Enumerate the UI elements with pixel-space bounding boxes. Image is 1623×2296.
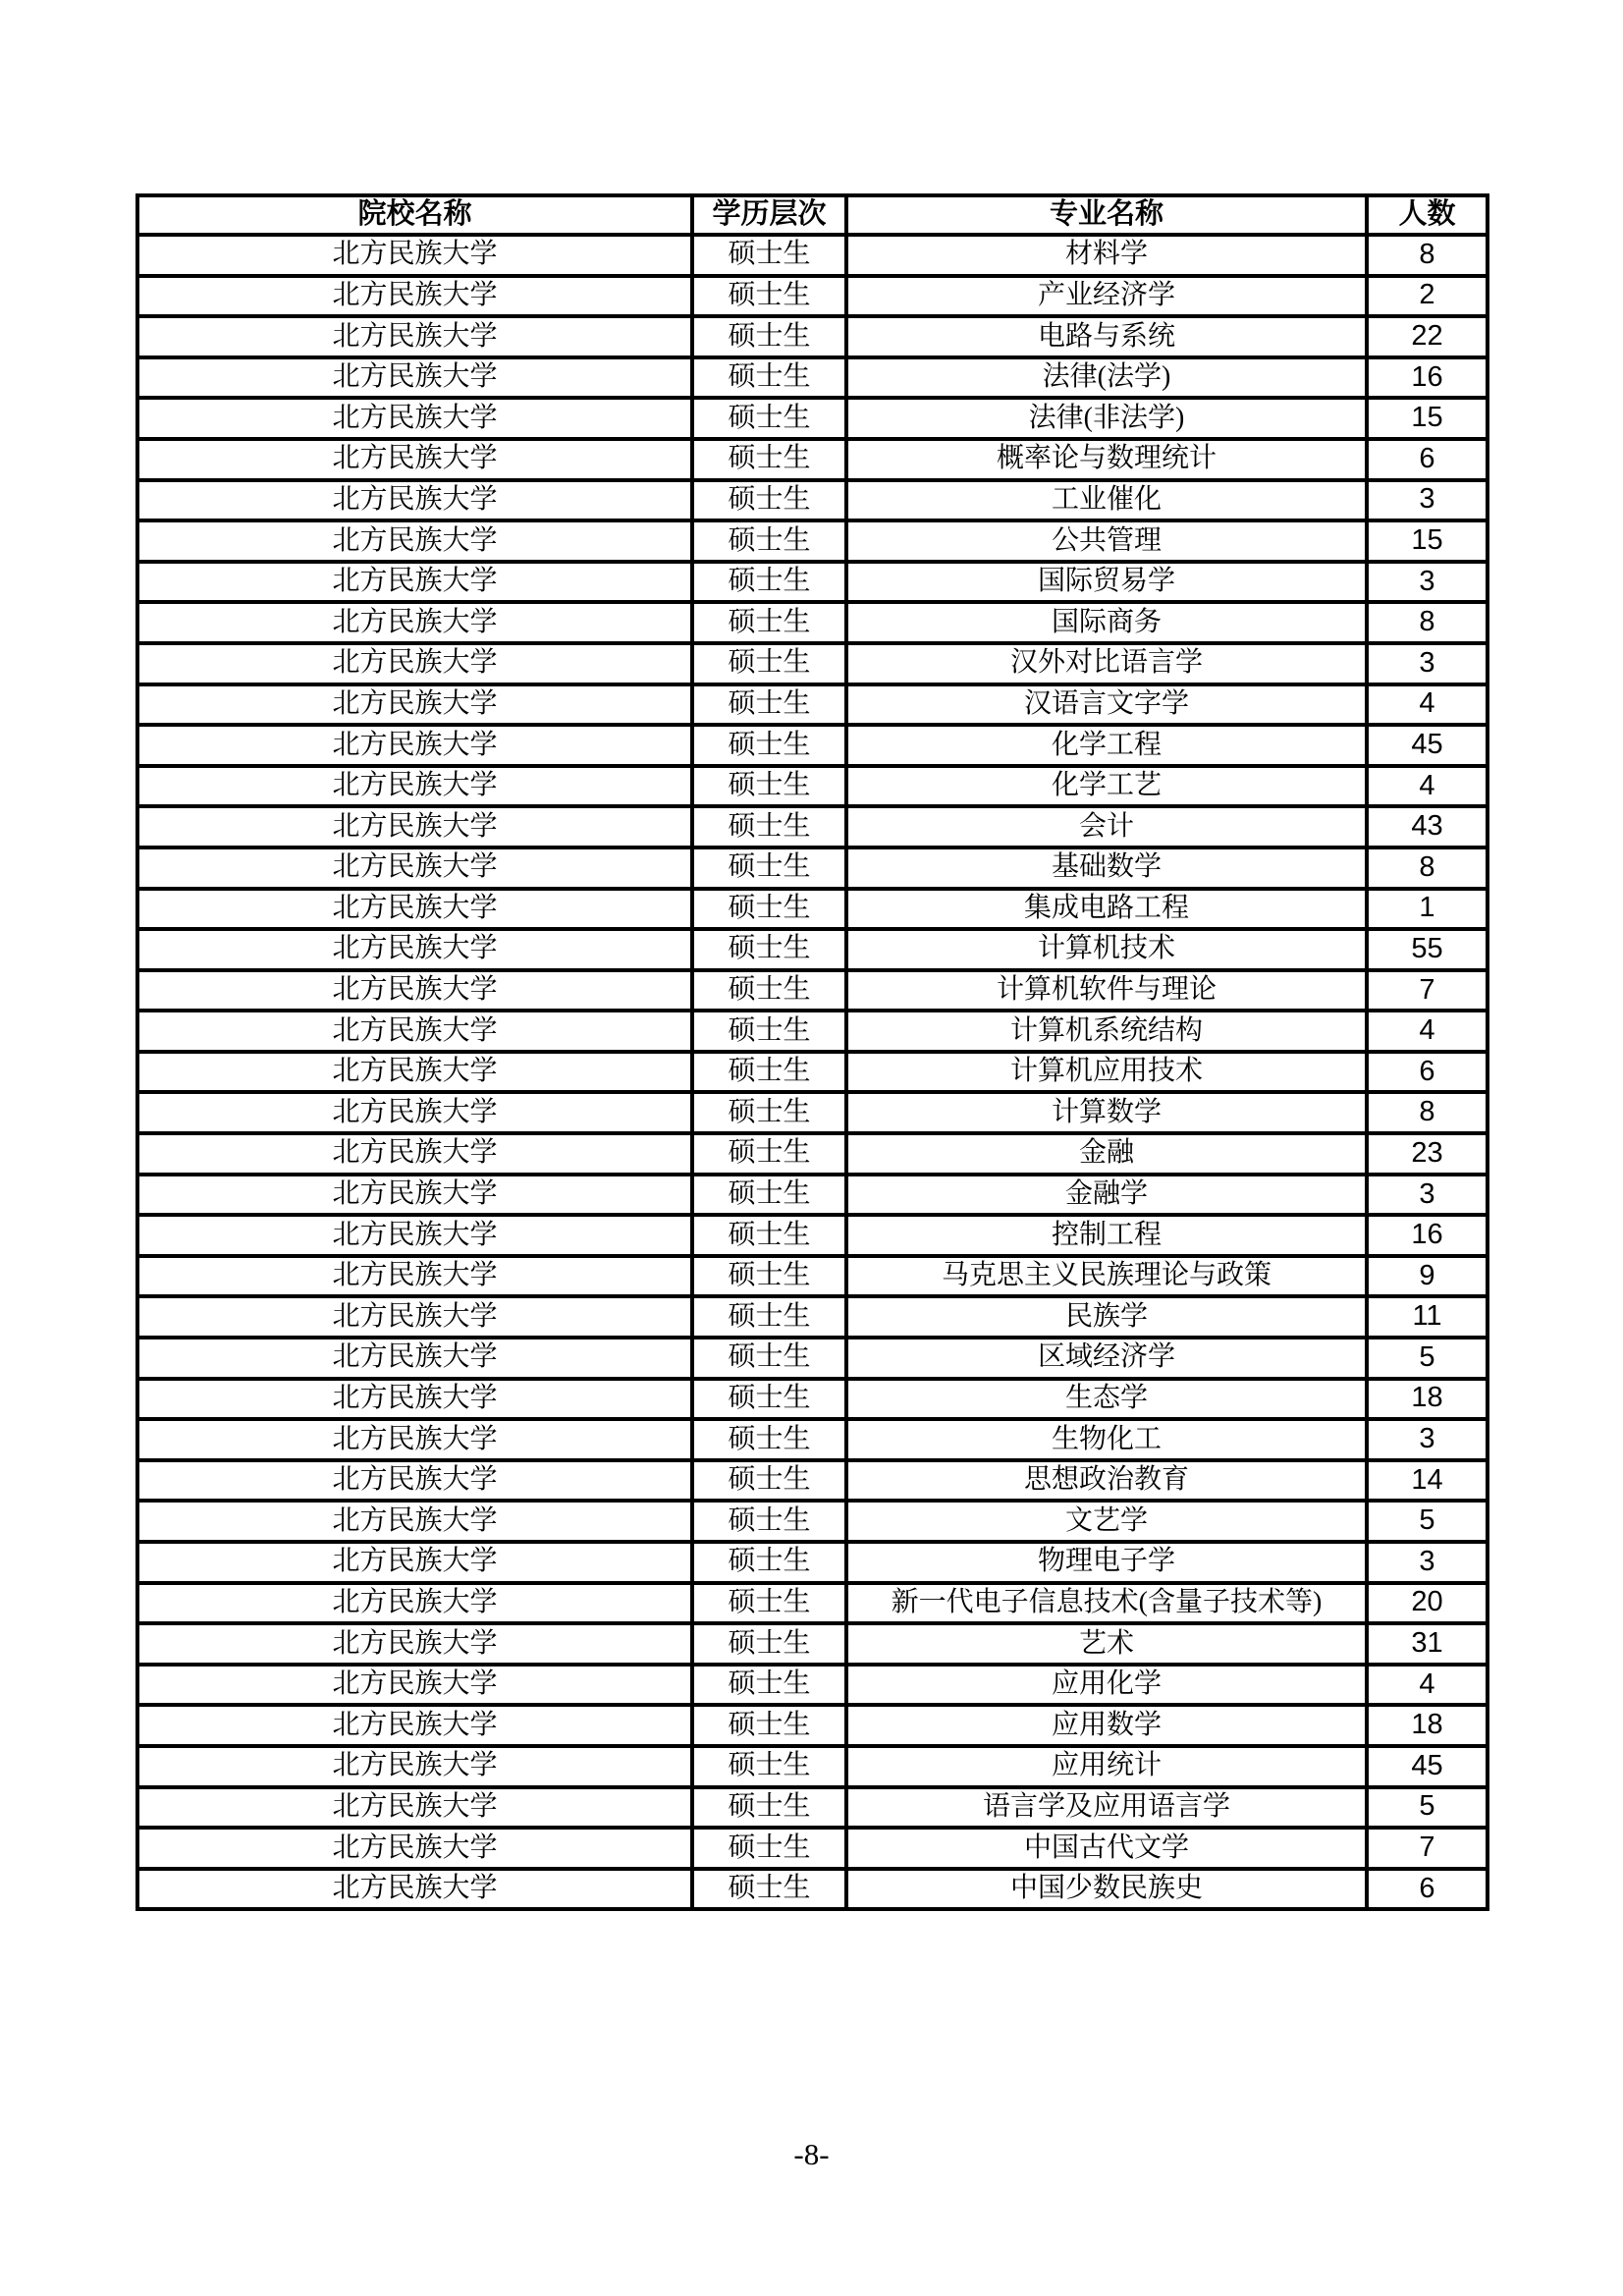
level-cell: 硕士生 <box>692 1052 846 1093</box>
institution-cell: 北方民族大学 <box>137 1623 692 1665</box>
count-cell: 4 <box>1367 1011 1488 1052</box>
count-cell: 3 <box>1367 1175 1488 1216</box>
major-cell: 法律(非法学) <box>846 398 1367 439</box>
institution-cell: 北方民族大学 <box>137 1746 692 1787</box>
count-cell: 16 <box>1367 1215 1488 1256</box>
level-cell: 硕士生 <box>692 1869 846 1910</box>
table-row <box>137 1542 1488 1583</box>
table-row <box>137 1215 1488 1256</box>
count-cell: 8 <box>1367 1092 1488 1133</box>
level-cell: 硕士生 <box>692 520 846 562</box>
header-major-name: 专业名称 <box>846 195 1367 235</box>
count-cell: 2 <box>1367 276 1488 317</box>
count-cell: 43 <box>1367 806 1488 847</box>
count-cell: 8 <box>1367 602 1488 643</box>
major-cell: 物理电子学 <box>846 1542 1367 1583</box>
institution-cell: 北方民族大学 <box>137 1869 692 1910</box>
level-cell: 硕士生 <box>692 1133 846 1175</box>
table-row <box>137 1869 1488 1910</box>
institution-cell: 北方民族大学 <box>137 1787 692 1829</box>
major-cell: 文艺学 <box>846 1501 1367 1542</box>
major-cell: 马克思主义民族理论与政策 <box>846 1256 1367 1297</box>
count-cell: 8 <box>1367 235 1488 276</box>
institution-cell: 北方民族大学 <box>137 520 692 562</box>
major-cell: 概率论与数理统计 <box>846 439 1367 480</box>
count-cell: 6 <box>1367 1052 1488 1093</box>
level-cell: 硕士生 <box>692 1338 846 1379</box>
level-cell: 硕士生 <box>692 847 846 889</box>
institution-cell: 北方民族大学 <box>137 1828 692 1869</box>
major-cell: 应用化学 <box>846 1665 1367 1706</box>
level-cell: 硕士生 <box>692 970 846 1011</box>
table-row <box>137 806 1488 847</box>
institution-cell: 北方民族大学 <box>137 1705 692 1746</box>
count-cell: 11 <box>1367 1296 1488 1338</box>
level-cell: 硕士生 <box>692 1379 846 1420</box>
table-row <box>137 725 1488 766</box>
table-row <box>137 1052 1488 1093</box>
institution-cell: 北方民族大学 <box>137 929 692 970</box>
count-cell: 4 <box>1367 1665 1488 1706</box>
table-row <box>137 1705 1488 1746</box>
institution-cell: 北方民族大学 <box>137 1542 692 1583</box>
table-row <box>137 1501 1488 1542</box>
institution-cell: 北方民族大学 <box>137 725 692 766</box>
count-cell: 18 <box>1367 1705 1488 1746</box>
level-cell: 硕士生 <box>692 725 846 766</box>
table-row <box>137 1011 1488 1052</box>
table-row <box>137 1460 1488 1502</box>
table-row <box>137 1665 1488 1706</box>
level-cell: 硕士生 <box>692 1296 846 1338</box>
count-cell: 5 <box>1367 1787 1488 1829</box>
level-cell: 硕士生 <box>692 1501 846 1542</box>
level-cell: 硕士生 <box>692 1542 846 1583</box>
count-cell: 16 <box>1367 357 1488 399</box>
table-row <box>137 1419 1488 1460</box>
level-cell: 硕士生 <box>692 929 846 970</box>
count-cell: 1 <box>1367 889 1488 930</box>
level-cell: 硕士生 <box>692 235 846 276</box>
major-cell: 民族学 <box>846 1296 1367 1338</box>
institution-cell: 北方民族大学 <box>137 1215 692 1256</box>
institution-cell: 北方民族大学 <box>137 1011 692 1052</box>
major-cell: 国际商务 <box>846 602 1367 643</box>
header-institution-name: 院校名称 <box>137 195 692 235</box>
institution-cell: 北方民族大学 <box>137 643 692 684</box>
count-cell: 15 <box>1367 398 1488 439</box>
level-cell: 硕士生 <box>692 889 846 930</box>
major-cell: 汉外对比语言学 <box>846 643 1367 684</box>
major-cell: 汉语言文字学 <box>846 684 1367 726</box>
table-row <box>137 1787 1488 1829</box>
institution-cell: 北方民族大学 <box>137 1501 692 1542</box>
table-row <box>137 684 1488 726</box>
count-cell: 3 <box>1367 480 1488 521</box>
table-row <box>137 357 1488 399</box>
institution-cell: 北方民族大学 <box>137 276 692 317</box>
table-row <box>137 766 1488 807</box>
header-education-level: 学历层次 <box>692 195 846 235</box>
page-number: -8- <box>793 2137 830 2171</box>
major-cell: 思想政治教育 <box>846 1460 1367 1502</box>
major-cell: 应用统计 <box>846 1746 1367 1787</box>
table-row <box>137 1133 1488 1175</box>
count-cell: 22 <box>1367 316 1488 357</box>
count-cell: 23 <box>1367 1133 1488 1175</box>
count-cell: 15 <box>1367 520 1488 562</box>
institution-cell: 北方民族大学 <box>137 1175 692 1216</box>
level-cell: 硕士生 <box>692 316 846 357</box>
table-row <box>137 1092 1488 1133</box>
table-row <box>137 1175 1488 1216</box>
major-cell: 集成电路工程 <box>846 889 1367 930</box>
major-cell: 中国古代文学 <box>846 1828 1367 1869</box>
institution-cell: 北方民族大学 <box>137 1338 692 1379</box>
institution-cell: 北方民族大学 <box>137 316 692 357</box>
major-cell: 计算数学 <box>846 1092 1367 1133</box>
table-header-row <box>137 195 1488 235</box>
major-cell: 法律(法学) <box>846 357 1367 399</box>
table-row <box>137 520 1488 562</box>
institution-cell: 北方民族大学 <box>137 806 692 847</box>
count-cell: 5 <box>1367 1501 1488 1542</box>
level-cell: 硕士生 <box>692 643 846 684</box>
count-cell: 8 <box>1367 847 1488 889</box>
institution-cell: 北方民族大学 <box>137 357 692 399</box>
institution-cell: 北方民族大学 <box>137 235 692 276</box>
major-cell: 电路与系统 <box>846 316 1367 357</box>
table-body <box>137 235 1488 1909</box>
level-cell: 硕士生 <box>692 1256 846 1297</box>
table-row <box>137 970 1488 1011</box>
level-cell: 硕士生 <box>692 806 846 847</box>
table-row <box>137 235 1488 276</box>
table-row <box>137 1296 1488 1338</box>
table-row <box>137 480 1488 521</box>
table-row <box>137 1746 1488 1787</box>
institution-cell: 北方民族大学 <box>137 970 692 1011</box>
count-cell: 5 <box>1367 1338 1488 1379</box>
level-cell: 硕士生 <box>692 357 846 399</box>
major-cell: 国际贸易学 <box>846 562 1367 603</box>
table-row <box>137 889 1488 930</box>
level-cell: 硕士生 <box>692 1011 846 1052</box>
institution-cell: 北方民族大学 <box>137 684 692 726</box>
major-cell: 应用数学 <box>846 1705 1367 1746</box>
institution-cell: 北方民族大学 <box>137 889 692 930</box>
table-row <box>137 602 1488 643</box>
level-cell: 硕士生 <box>692 1215 846 1256</box>
institution-cell: 北方民族大学 <box>137 766 692 807</box>
institution-cell: 北方民族大学 <box>137 398 692 439</box>
table-row <box>137 643 1488 684</box>
major-cell: 控制工程 <box>846 1215 1367 1256</box>
major-cell: 新一代电子信息技术(含量子技术等) <box>846 1583 1367 1624</box>
institution-cell: 北方民族大学 <box>137 602 692 643</box>
level-cell: 硕士生 <box>692 1746 846 1787</box>
level-cell: 硕士生 <box>692 1583 846 1624</box>
major-cell: 计算机技术 <box>846 929 1367 970</box>
major-cell: 计算机软件与理论 <box>846 970 1367 1011</box>
level-cell: 硕士生 <box>692 1623 846 1665</box>
level-cell: 硕士生 <box>692 562 846 603</box>
major-cell: 基础数学 <box>846 847 1367 889</box>
table-row <box>137 1256 1488 1297</box>
count-cell: 7 <box>1367 1828 1488 1869</box>
institution-cell: 北方民族大学 <box>137 480 692 521</box>
major-cell: 会计 <box>846 806 1367 847</box>
count-cell: 9 <box>1367 1256 1488 1297</box>
count-cell: 3 <box>1367 1419 1488 1460</box>
level-cell: 硕士生 <box>692 276 846 317</box>
institution-cell: 北方民族大学 <box>137 847 692 889</box>
count-cell: 45 <box>1367 725 1488 766</box>
major-cell: 公共管理 <box>846 520 1367 562</box>
major-cell: 区域经济学 <box>846 1338 1367 1379</box>
institution-cell: 北方民族大学 <box>137 1256 692 1297</box>
level-cell: 硕士生 <box>692 766 846 807</box>
count-cell: 31 <box>1367 1623 1488 1665</box>
table-row <box>137 439 1488 480</box>
institution-cell: 北方民族大学 <box>137 1092 692 1133</box>
level-cell: 硕士生 <box>692 439 846 480</box>
major-cell: 中国少数民族史 <box>846 1869 1367 1910</box>
level-cell: 硕士生 <box>692 1092 846 1133</box>
table-row <box>137 847 1488 889</box>
count-cell: 45 <box>1367 1746 1488 1787</box>
enrollment-table <box>135 193 1489 1911</box>
table-row <box>137 398 1488 439</box>
institution-cell: 北方民族大学 <box>137 1052 692 1093</box>
count-cell: 55 <box>1367 929 1488 970</box>
major-cell: 金融学 <box>846 1175 1367 1216</box>
level-cell: 硕士生 <box>692 398 846 439</box>
count-cell: 6 <box>1367 1869 1488 1910</box>
institution-cell: 北方民族大学 <box>137 562 692 603</box>
institution-cell: 北方民族大学 <box>137 1665 692 1706</box>
table-row <box>137 1828 1488 1869</box>
major-cell: 产业经济学 <box>846 276 1367 317</box>
count-cell: 18 <box>1367 1379 1488 1420</box>
major-cell: 计算机应用技术 <box>846 1052 1367 1093</box>
level-cell: 硕士生 <box>692 602 846 643</box>
level-cell: 硕士生 <box>692 1705 846 1746</box>
major-cell: 材料学 <box>846 235 1367 276</box>
major-cell: 化学工程 <box>846 725 1367 766</box>
institution-cell: 北方民族大学 <box>137 1460 692 1502</box>
level-cell: 硕士生 <box>692 1787 846 1829</box>
count-cell: 6 <box>1367 439 1488 480</box>
institution-cell: 北方民族大学 <box>137 439 692 480</box>
table-row <box>137 562 1488 603</box>
major-cell: 工业催化 <box>846 480 1367 521</box>
institution-cell: 北方民族大学 <box>137 1379 692 1420</box>
level-cell: 硕士生 <box>692 1665 846 1706</box>
table-row <box>137 1623 1488 1665</box>
major-cell: 生物化工 <box>846 1419 1367 1460</box>
level-cell: 硕士生 <box>692 1460 846 1502</box>
table-row <box>137 1583 1488 1624</box>
count-cell: 3 <box>1367 562 1488 603</box>
table-row <box>137 276 1488 317</box>
major-cell: 化学工艺 <box>846 766 1367 807</box>
table-row <box>137 929 1488 970</box>
major-cell: 计算机系统结构 <box>846 1011 1367 1052</box>
major-cell: 金融 <box>846 1133 1367 1175</box>
level-cell: 硕士生 <box>692 1419 846 1460</box>
count-cell: 20 <box>1367 1583 1488 1624</box>
header-people-count: 人数 <box>1367 195 1488 235</box>
institution-cell: 北方民族大学 <box>137 1296 692 1338</box>
count-cell: 4 <box>1367 766 1488 807</box>
table-row <box>137 1379 1488 1420</box>
count-cell: 3 <box>1367 1542 1488 1583</box>
level-cell: 硕士生 <box>692 480 846 521</box>
level-cell: 硕士生 <box>692 1175 846 1216</box>
major-cell: 生态学 <box>846 1379 1367 1420</box>
level-cell: 硕士生 <box>692 684 846 726</box>
count-cell: 14 <box>1367 1460 1488 1502</box>
count-cell: 7 <box>1367 970 1488 1011</box>
institution-cell: 北方民族大学 <box>137 1133 692 1175</box>
table-row <box>137 1338 1488 1379</box>
institution-cell: 北方民族大学 <box>137 1583 692 1624</box>
institution-cell: 北方民族大学 <box>137 1419 692 1460</box>
major-cell: 语言学及应用语言学 <box>846 1787 1367 1829</box>
major-cell: 艺术 <box>846 1623 1367 1665</box>
count-cell: 4 <box>1367 684 1488 726</box>
count-cell: 3 <box>1367 643 1488 684</box>
level-cell: 硕士生 <box>692 1828 846 1869</box>
table-row <box>137 316 1488 357</box>
